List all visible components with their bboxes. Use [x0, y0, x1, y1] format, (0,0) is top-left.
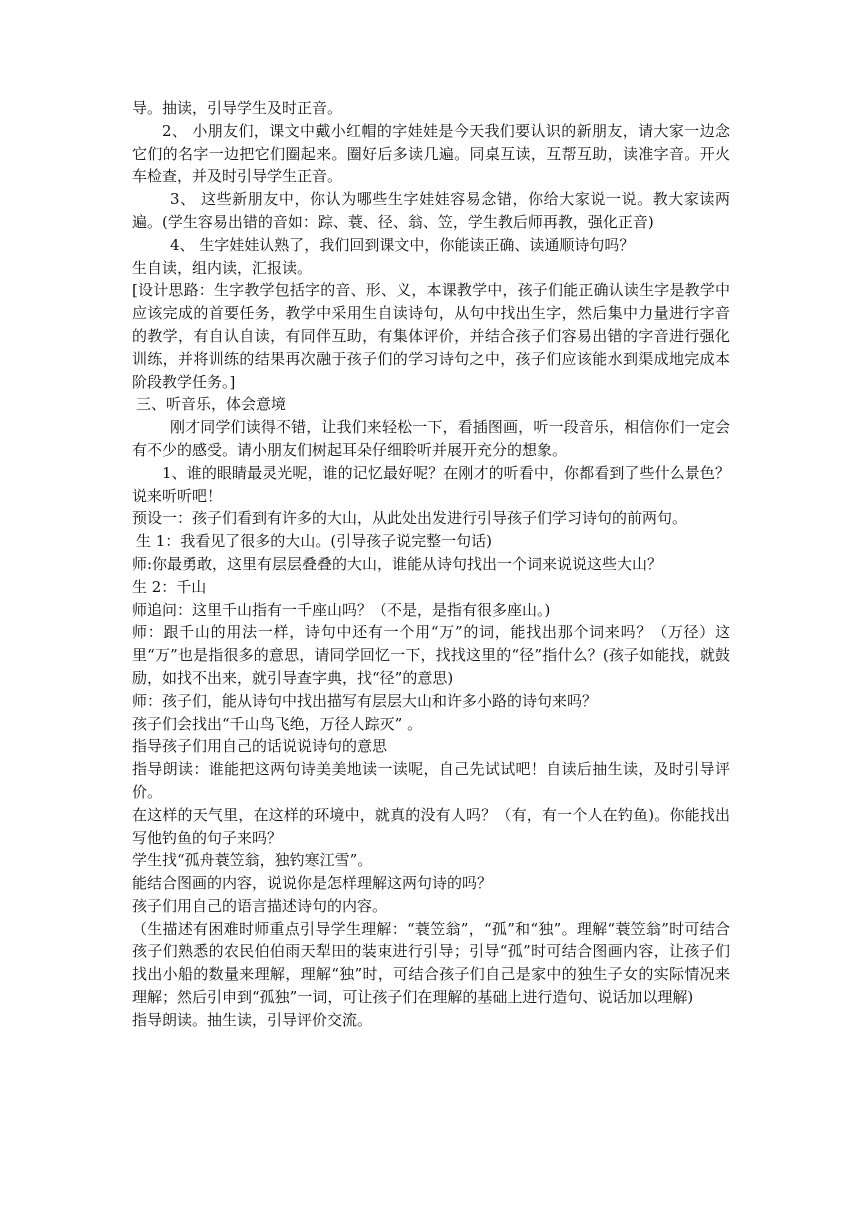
self-reading-paragraph: 生自读，组内读，汇报读。 — [132, 258, 313, 277]
describe-content-line: 孩子们用自己的语言描述诗句的内容。 — [132, 896, 388, 915]
teacher-line-3: 师：孩子们，能从诗句中找出描写有层层大山和许多小路的诗句来吗？ — [132, 691, 598, 710]
section-three-heading: 三、听音乐，体会意境 — [136, 395, 287, 414]
weather-question-paragraph: 在这样的天气里，在这样的环境中，就真的没有人吗？（有，有一个人在钓鱼)。你能找出写他钓鱼的句子来吗？ — [132, 805, 730, 847]
student-1-line: 生 1：我看见了很多的大山。(引导孩子说完整一句话) — [136, 532, 493, 551]
poem-line-quote-1: 孩子们会找出“千山鸟飞绝，万径人踪灭” 。 — [132, 714, 423, 733]
final-reading-line: 指导朗读。抽生读，引导评价交流。 — [132, 1010, 373, 1029]
student-2-line: 生 2：千山 — [132, 577, 207, 596]
step-4-paragraph: 4、 生字娃娃认熟了，我们回到课文中，你能读正确、读通顺诗句吗？ — [170, 235, 635, 254]
document-page — [132, 97, 730, 1032]
preset-one-paragraph: 预设一：孩子们看到有许多的大山，从此处出发进行引导孩子们学习诗句的前两句。 — [132, 509, 688, 528]
teacher-line-2: 师：跟千山的用法一样，诗句中还有一个用“万”的词，能找出那个词来吗？（万径）这里“万”也是指很多的意思，请同学回忆一下，找找这里的“径”指什么？(孩子如能找，就鼓励，如找不出来，就引导查字典，找“径”的意思) — [132, 623, 730, 687]
music-intro-paragraph: 刚才同学们读得不错，让我们来轻松一下，看插图画，听一段音乐，相信你们一定会有不少的感受。请小朋友们树起耳朵仔细聆听并展开充分的想象。 — [132, 418, 730, 459]
guide-reading-paragraph: 指导朗读：谁能把这两句诗美美地读一读呢，自己先试试吧！自读后抽生读，及时引导评价。 — [132, 760, 730, 801]
step-3-paragraph: 3、 这些新朋友中，你认为哪些生字娃娃容易念错，你给大家说一说。教大家读两遍。(学生容易出错的音如：踪、蓑、径、翁、笠，学生教后师再教，强化正音) — [132, 190, 730, 231]
paragraph-continuation: 导。抽读，引导学生及时正音。 — [132, 99, 343, 117]
step-2-paragraph: 2、 小朋友们，课文中戴小红帽的字娃娃是今天我们要认识的新朋友，请大家一边念它们的名字一边把它们圈起来。圈好后多读几遍。同桌互读，互帮互助，读准字音。开火车检查，并及时引导学生正音。 — [132, 121, 730, 186]
design-idea-paragraph: [设计思路：生字教学包括字的音、形、义，本课教学中，孩子们能正确认读生字是教学中应该完成的首要任务，教学中采用生自读诗句，从句中找出生字，然后集中力量进行字音的教学，有自认自读，有同伴互助，有集体评价，并结合孩子们容易出错的字音进行强化训练，并将训练的结果再次融于孩子们的学习诗句之中，孩子们应该能水到渠成地完成本阶段教学任务。] — [132, 281, 730, 391]
teacher-followup-line: 师追问：这里千山指有一千座山吗？（不是，是指有很多座山。) — [132, 600, 551, 619]
teacher-line-1: 师:你最勇敢，这里有层层叠叠的大山，谁能从诗句找出一个词来说说这些大山？ — [132, 554, 663, 573]
question-1-paragraph: 1、谁的眼睛最灵光呢，谁的记忆最好呢？在刚才的听看中，你都看到了些什么景色？说来听听吧！ — [132, 463, 730, 505]
picture-understanding-line: 能结合图画的内容，说说你是怎样理解这两句诗的吗？ — [132, 874, 493, 893]
poem-line-quote-2: 学生找“孤舟蓑笠翁，独钓寒江雪”。 — [132, 851, 373, 870]
teacher-guidance-paragraph: （生描述有困难时师重点引导学生理解：“蓑笠翁”，“孤”和“独”。理解“蓑笠翁”时可结合孩子们熟悉的农民伯伯雨天犁田的装束进行引导；引导“孤”时可结合图画内容，让孩子们找出小船的数量来理解，理解“独”时，可结合孩子们自己是家中的独生子女的实际情况来理解；然后引申到“孤独”一词，可让孩子们在理解的基础上进行造句、说话加以理解) — [132, 919, 730, 1007]
guide-meaning-line: 指导孩子们用自己的话说说诗句的意思 — [132, 737, 388, 756]
